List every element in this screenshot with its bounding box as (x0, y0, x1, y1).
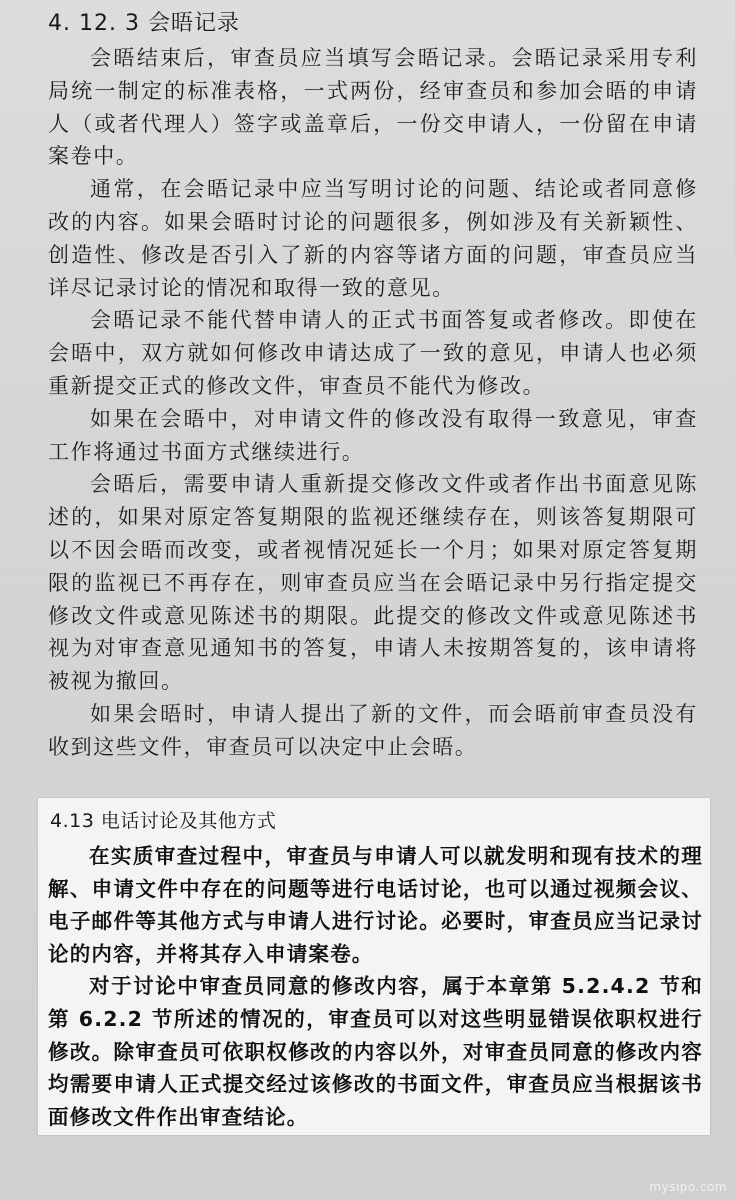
section-heading: 4. 12. 3 会晤记录 (48, 11, 240, 36)
paragraph: 对于讨论中审查员同意的修改内容，属于本章第 5.2.4.2 节和第 6.2.2 节所述的情况的，审查员可以对这些明显错误依职权进行修改。除审查员可依职权修改的内容以外，对审查员同意的修改内容均需要申请人正式提交经过该修改的书面文件，审查员应当根据该书面修改文件作出审查结论。 (48, 974, 703, 1129)
paragraph: 如果在会晤中，对申请文件的修改没有取得一致意见，审查工作将通过书面方式继续进行。 (48, 406, 698, 464)
paragraph: 会晤后，需要申请人重新提交修改文件或者作出书面意见陈述的，如果对原定答复期限的监视还继续存在，则该答复期限可以不因会晤而改变，或者视情况延长一个月；如果对原定答复期限的监视已不再存在，则审查员应当在会晤记录中另行指定提交修改文件或意见陈述书的期限。此提交的修改文件或意见陈述书视为对审查意见通知书的答复，申请人未按期答复的，该申请将被视为撤回。 (48, 472, 698, 694)
paragraph: 会晤记录不能代替申请人的正式书面答复或者修改。即使在会晤中，双方就如何修改申请达成了一致的意见，申请人也必须重新提交正式的修改文件，审查员不能代为修改。 (48, 308, 698, 398)
paragraph: 如果会晤时，申请人提出了新的文件，而会晤前审查员没有收到这些文件，审查员可以决定中止会晤。 (48, 701, 698, 759)
paragraph: 会晤结束后，审查员应当填写会晤记录。会晤记录采用专利局统一制定的标准表格，一式两份，经审查员和参加会晤的申请人（或者代理人）签字或盖章后，一份交申请人，一份留在申请案卷中。 (48, 46, 698, 169)
section-heading: 4.13 电话讨论及其他方式 (50, 810, 277, 832)
watermark: mysipo.com (649, 1180, 727, 1194)
paragraph: 在实质审查过程中，审查员与申请人可以就发明和现有技术的理解、申请文件中存在的问题等进行电话讨论，也可以通过视频会议、电子邮件等其他方式与申请人进行讨论。必要时，审查员应当记录讨论的内容，并将其存入申请案卷。 (48, 844, 703, 966)
section-4-12-3 (48, 10, 698, 764)
section-4-13-box (38, 798, 710, 1135)
paragraph: 通常，在会晤记录中应当写明讨论的问题、结论或者同意修改的内容。如果会晤时讨论的问题很多，例如涉及有关新颖性、创造性、修改是否引入了新的内容等诸方面的问题，审查员应当详尽记录讨论的情况和取得一致的意见。 (48, 177, 698, 300)
